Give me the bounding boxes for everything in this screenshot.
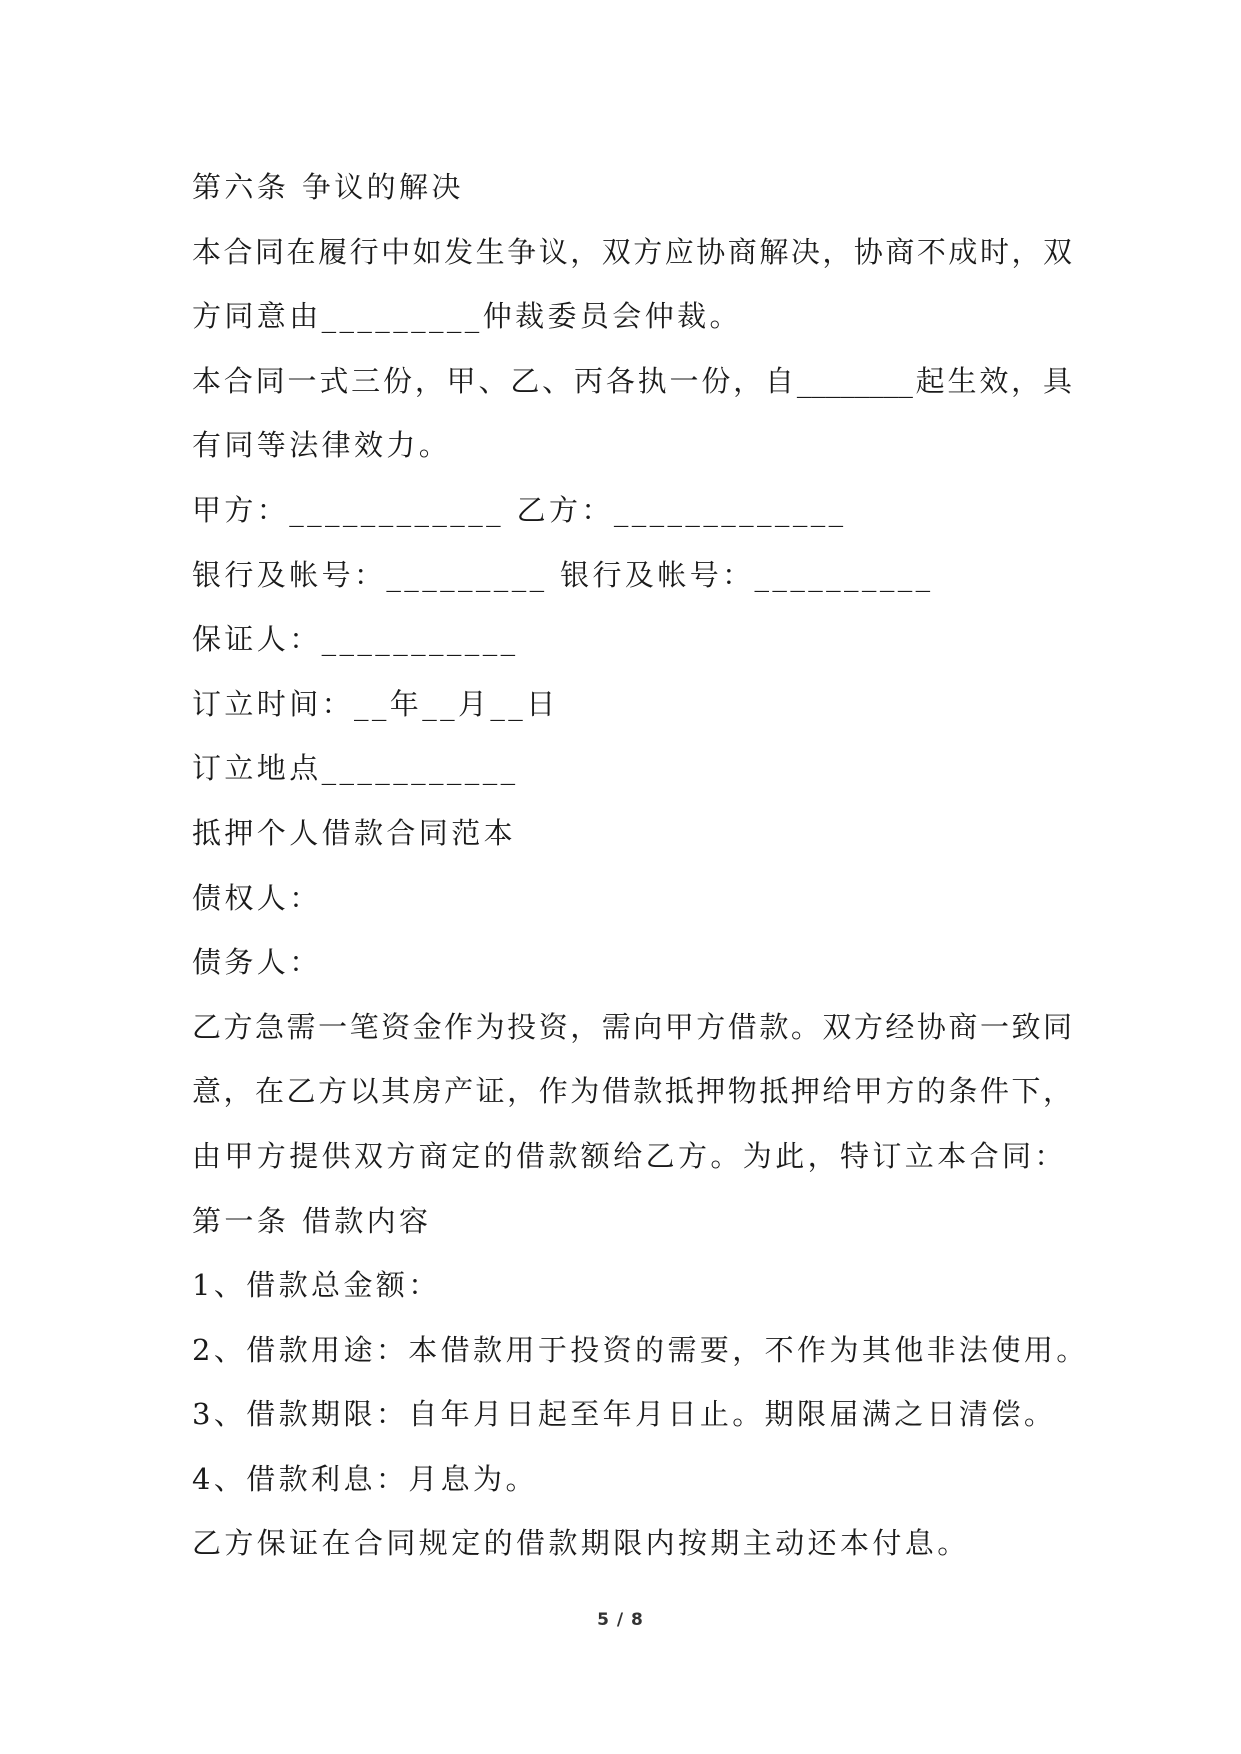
paragraph-line: 由甲方提供双方商定的借款额给乙方。为此，特订立本合同： [192,1138,1067,1173]
paragraph-line: 方同意由_________仲裁委员会仲裁。 [192,299,742,334]
paragraph-line: 本合同在履行中如发生争议，双方应协商解决，协商不成时，双 [192,234,1072,269]
paragraph-line: 意，在乙方以其房产证，作为借款抵押物抵押给甲方的条件下， [192,1074,1072,1109]
bank-account-line: 银行及帐号：_________ 银行及帐号：__________ [192,557,934,592]
page-number: 5 / 8 [597,1610,644,1630]
contract-title: 抵押个人借款合同范本 [192,815,517,850]
list-item: 4、借款利息：月息为。 [192,1461,538,1496]
list-item: 1、借款总金额： [192,1268,441,1303]
debtor-line: 债务人： [192,945,322,980]
paragraph-line: 乙方急需一笔资金作为投资，需向甲方借款。双方经协商一致同 [192,1009,1072,1044]
document-body [192,155,1089,1576]
list-item: 2、借款用途：本借款用于投资的需要，不作为其他非法使用。 [192,1332,1089,1367]
guarantor-line: 保证人：___________ [192,622,519,657]
paragraph-line: 乙方保证在合同规定的借款期限内按期主动还本付息。 [192,1526,970,1561]
signing-place-line: 订立地点___________ [192,751,519,786]
section-heading-dispute-resolution: 第六条 争议的解决 [192,170,464,204]
list-item: 3、借款期限：自年月日起至年月日止。期限届满之日清偿。 [192,1397,1057,1432]
paragraph-line: 本合同一式三份，甲、乙、丙各执一份，自________起生效，具 [192,363,1072,398]
creditor-line: 债权人： [192,880,322,915]
signing-date-line: 订立时间：__年__月__日 [192,686,559,721]
section-heading-loan-content: 第一条 借款内容 [192,1203,432,1238]
paragraph-line: 有同等法律效力。 [192,428,452,463]
party-signature-line: 甲方：____________ 乙方：_____________ [192,492,847,527]
